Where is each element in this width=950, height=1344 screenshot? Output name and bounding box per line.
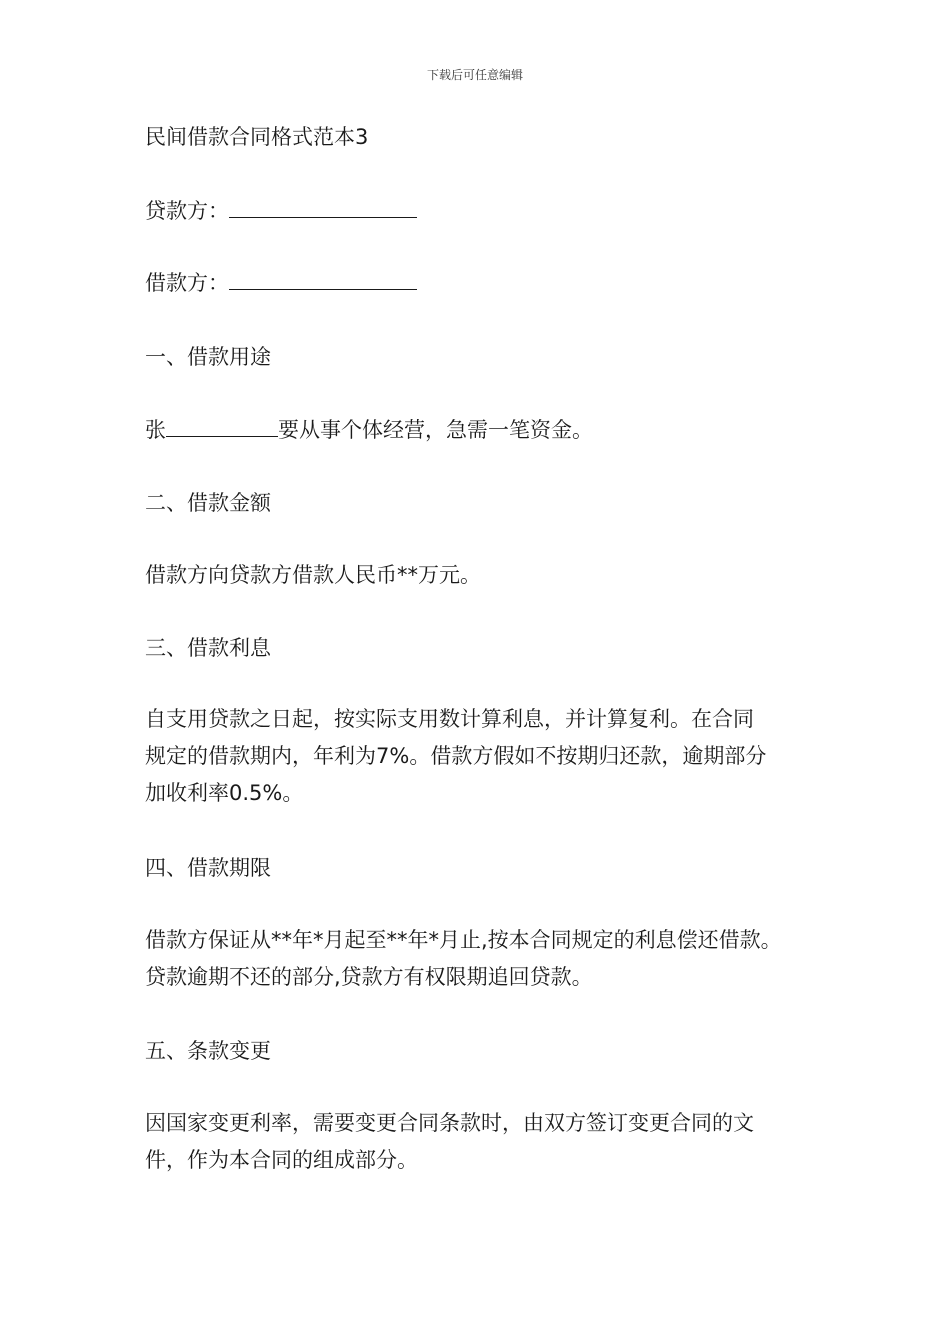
document-title: 民间借款合同格式范本3 <box>145 125 369 149</box>
section4-line: 贷款逾期不还的部分,贷款方有权限期追回贷款。 <box>145 965 593 989</box>
section3-line: 加收利率0.5%。 <box>145 781 304 805</box>
borrower-blank <box>229 267 417 290</box>
section4-heading: 四、借款期限 <box>145 856 271 880</box>
borrower-line <box>145 265 417 301</box>
section5-heading: 五、条款变更 <box>145 1039 271 1063</box>
lender-blank <box>229 195 417 218</box>
section5-body <box>145 1105 835 1179</box>
section5-line: 因国家变更利率，需要变更合同条款时，由双方签订变更合同的文 <box>145 1111 754 1135</box>
section3-body <box>145 701 835 812</box>
section3-line: 规定的借款期内，年利为7%。借款方假如不按期归还款，逾期部分 <box>145 744 767 768</box>
page-header-note: 下载后可任意编辑 <box>426 68 523 82</box>
lender-line <box>145 193 417 229</box>
borrower-label: 借款方： <box>145 271 229 295</box>
section4-line: 借款方保证从**年*月起至**年*月止,按本合同规定的利息偿还借款。 <box>145 928 782 952</box>
section1-body-suffix: 要从事个体经营，急需一笔资金。 <box>278 418 593 442</box>
section1-heading: 一、借款用途 <box>145 345 271 369</box>
section5-line: 件，作为本合同的组成部分。 <box>145 1148 418 1172</box>
lender-label: 贷款方： <box>145 199 229 223</box>
section4-body <box>145 922 835 996</box>
section1-body <box>145 412 593 448</box>
section2-heading: 二、借款金额 <box>145 491 271 515</box>
section2-body: 借款方向贷款方借款人民币**万元。 <box>145 563 481 587</box>
section1-body-prefix: 张 <box>145 418 166 442</box>
section3-heading: 三、借款利息 <box>145 636 271 660</box>
section3-line: 自支用贷款之日起，按实际支用数计算利息，并计算复利。在合同 <box>145 707 754 731</box>
name-blank <box>166 414 278 437</box>
